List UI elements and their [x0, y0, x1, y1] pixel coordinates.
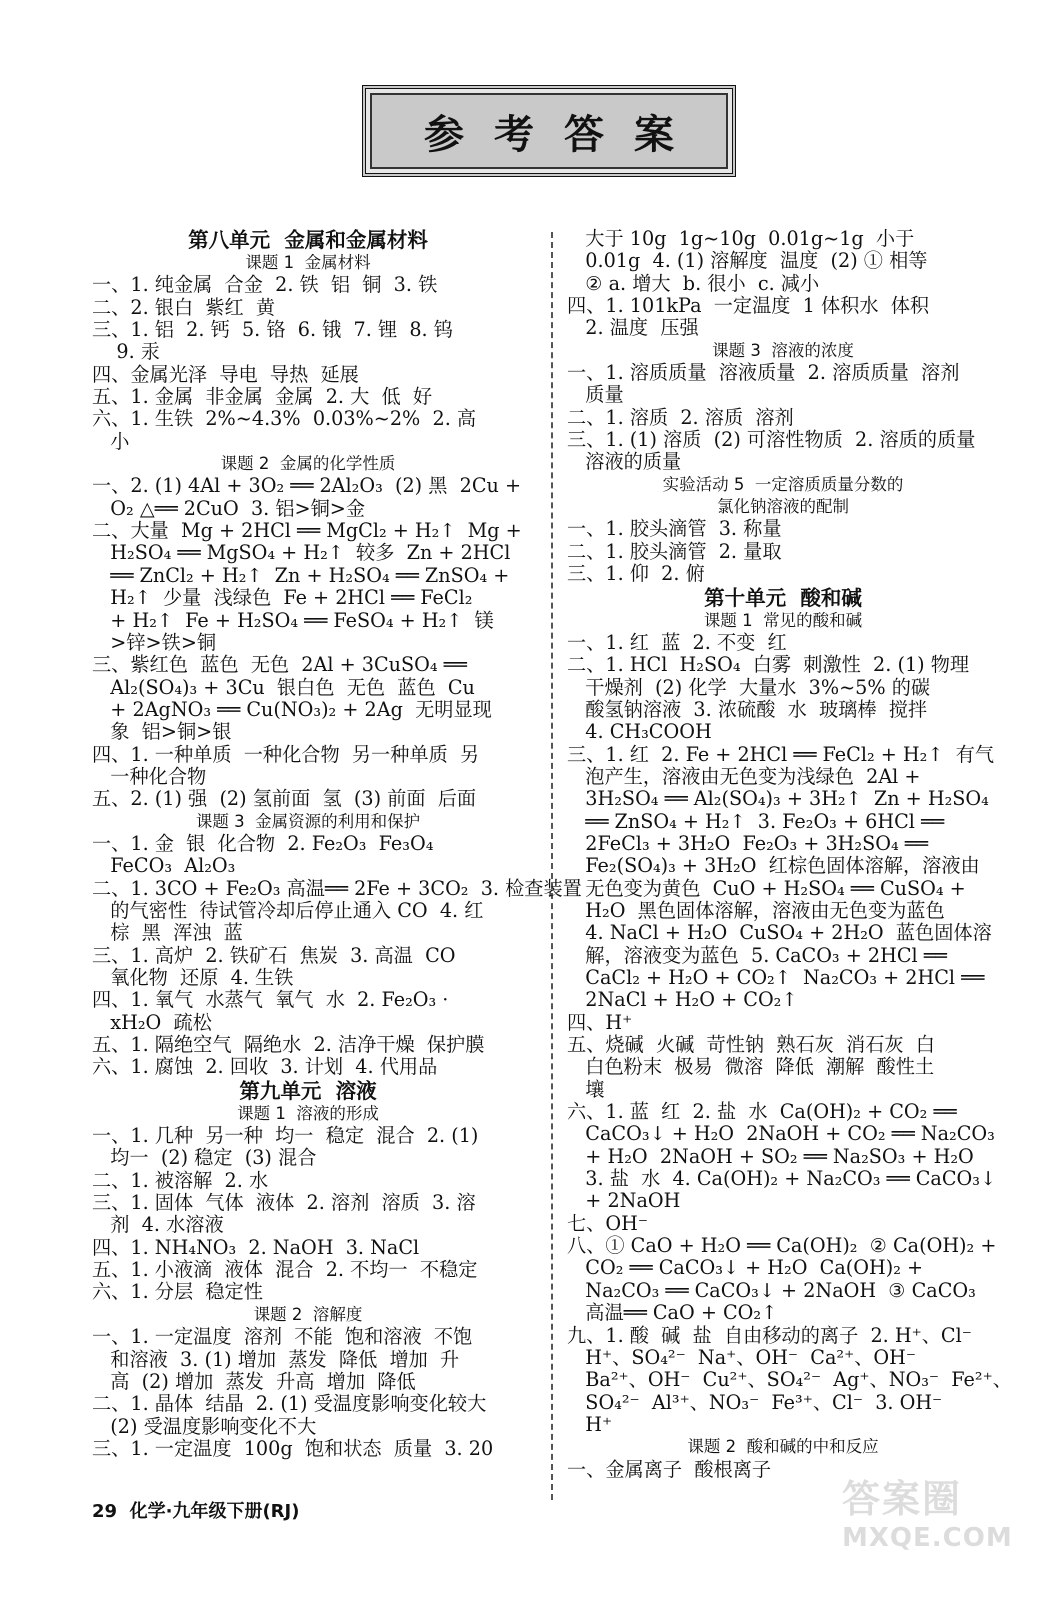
- watermark-logo: 答案圈: [842, 1477, 963, 1521]
- answer-line: 的气密性 待试管冷却后停止通入 CO 4. 红: [92, 898, 484, 922]
- answer-line: 三、1. 一定温度 100g 饱和状态 质量 3. 20: [92, 1436, 494, 1460]
- answer-line: 四、金属光泽 导电 导热 延展: [92, 362, 359, 386]
- answer-line: 白色粉末 极易 微溶 降低 潮解 酸性土: [567, 1055, 935, 1079]
- answer-line: FeCO₃ Al₂O₃: [92, 854, 236, 878]
- answer-line: CO₂ ══ CaCO₃↓ + H₂O Ca(OH)₂ +: [567, 1256, 924, 1280]
- answer-line: H⁺、SO₄²⁻ Na⁺、OH⁻ Ca²⁺、OH⁻: [567, 1345, 916, 1369]
- column-divider: [551, 232, 553, 1500]
- answer-line: 解，溶液变为蓝色 5. CaCO₃ + 2HCl ══: [567, 943, 947, 967]
- answer-line: 八、① CaO + H₂O ══ Ca(OH)₂ ② Ca(OH)₂ +: [567, 1234, 997, 1258]
- answer-line: 五、烧碱 火碱 苛性钠 熟石灰 消石灰 白: [567, 1033, 935, 1057]
- answer-line: Al₂(SO₄)₃ + 3Cu 银白色 无色 蓝色 Cu: [92, 675, 475, 699]
- answer-line: 六、1. 腐蚀 2. 回收 3. 计划 4. 代用品: [92, 1055, 438, 1079]
- topic-heading: 氯化钠溶液的配制: [717, 497, 849, 517]
- answer-line: 剂 4. 水溶液: [92, 1213, 224, 1237]
- answer-line: 小: [92, 429, 130, 453]
- answer-line: 大于 10g 1g~10g 0.01g~1g 小于: [567, 227, 915, 250]
- answer-line: 质量: [567, 383, 624, 407]
- answer-line: 二、1. 3CO + Fe₂O₃ 高温══ 2Fe + 3CO₂ 3. 检查装置: [92, 876, 582, 900]
- answer-line: H⁺: [567, 1412, 613, 1436]
- page-title-box: [362, 85, 736, 177]
- answer-line: 一、1. 几种 另一种 均一 稳定 混合 2. (1): [92, 1124, 479, 1148]
- watermark-url: MXQE.COM: [842, 1523, 1013, 1553]
- answer-line: 三、1. 仰 2. 俯: [567, 562, 705, 586]
- answer-line: + 2AgNO₃ ══ Cu(NO₃)₂ + 2Ag 无明显现: [92, 697, 492, 721]
- page-title: 参考答案: [424, 111, 704, 158]
- watermark: [842, 1468, 1022, 1588]
- answer-line: 五、1. 隔绝空气 隔绝水 2. 洁净干燥 保护膜: [92, 1033, 485, 1057]
- topic-heading: 课题 3 溶液的浓度: [712, 340, 854, 360]
- answer-line: 二、1. 晶体 结晶 2. (1) 受温度影响变化较大: [92, 1392, 487, 1416]
- answer-line: 3H₂SO₄ ══ Al₂(SO₄)₃ + 3H₂↑ Zn + H₂SO₄: [567, 787, 989, 811]
- topic-heading: 课题 2 酸和碱的中和反应: [687, 1437, 879, 1457]
- answer-line: 七、OH⁻: [567, 1211, 648, 1235]
- answer-line: 五、1. 金属 非金属 金属 2. 大 低 好: [92, 385, 433, 409]
- answer-line: 四、1. 101kPa 一定温度 1 体积水 体积: [567, 294, 930, 318]
- answer-line: 一、1. 一定温度 溶剂 不能 饱和溶液 不饱: [92, 1325, 473, 1349]
- answer-line: 2NaCl + H₂O + CO₂↑: [567, 988, 798, 1012]
- answer-line: 一、1. 红 蓝 2. 不变 红: [567, 630, 787, 654]
- answer-line: 四、1. NH₄NO₃ 2. NaOH 3. NaCl: [92, 1235, 420, 1259]
- answer-line: 酸氢钠溶液 3. 浓硫酸 水 玻璃棒 搅拌: [567, 697, 928, 721]
- topic-heading: 课题 3 金属资源的利用和保护: [195, 811, 421, 831]
- topic-heading: 课题 1 溶液的形成: [237, 1103, 379, 1123]
- answer-line: 三、1. 铝 2. 钙 5. 铬 6. 锇 7. 锂 8. 钨: [92, 318, 453, 342]
- book-title: 化学·九年级下册(RJ): [129, 1501, 300, 1522]
- answer-line: 一、1. 纯金属 合金 2. 铁 铝 铜 3. 铁: [92, 273, 438, 297]
- answer-line: 三、紫红色 蓝色 无色 2Al + 3CuSO₄ ══: [92, 653, 467, 677]
- answer-line: 五、2. (1) 强 (2) 氢前面 氢 (3) 前面 后面: [92, 787, 477, 811]
- right-column: [567, 227, 1012, 1481]
- answer-line: H₂SO₄ ══ MgSO₄ + H₂↑ 较多 Zn + 2HCl: [92, 541, 511, 565]
- answer-line: 三、1. (1) 溶质 (2) 可溶性物质 2. 溶质的质量: [567, 428, 976, 452]
- topic-heading: 课题 2 溶解度: [253, 1304, 363, 1324]
- unit-heading: 第八单元 金属和金属材料: [188, 228, 428, 252]
- answer-line: 六、1. 蓝 红 2. 盐 水 Ca(OH)₂ + CO₂ ══: [567, 1100, 957, 1124]
- answer-line: + 2NaOH: [567, 1189, 681, 1213]
- answer-line: 均一 (2) 稳定 (3) 混合: [92, 1146, 317, 1170]
- answer-line: CaCl₂ + H₂O + CO₂↑ Na₂CO₃ + 2HCl ══: [567, 966, 985, 989]
- answer-line: 四、1. 氧气 水蒸气 氧气 水 2. Fe₂O₃ ·: [92, 988, 449, 1012]
- answer-line: 一、1. 溶质质量 溶液质量 2. 溶质质量 溶剂: [567, 361, 960, 385]
- answer-line: + H₂↑ Fe + H₂SO₄ ══ FeSO₄ + H₂↑ 镁: [92, 608, 494, 632]
- answer-line: xH₂O 疏松: [92, 1010, 212, 1034]
- answer-line: 氧化物 还原 4. 生铁: [92, 966, 294, 989]
- answer-line: SO₄²⁻ Al³⁺、NO₃⁻ Fe³⁺、Cl⁻ 3. OH⁻: [567, 1390, 943, 1414]
- answer-line: 二、2. 银白 紫红 黄: [92, 295, 276, 319]
- answer-line: 2. 温度 压强: [567, 316, 699, 340]
- left-column: [92, 228, 582, 1460]
- answer-line: + H₂O 2NaOH + SO₂ ══ Na₂SO₃ + H₂O: [567, 1144, 974, 1168]
- answer-line: 高温══ CaO + CO₂↑: [567, 1301, 778, 1325]
- answer-line: 五、1. 小液滴 液体 混合 2. 不均一 不稳定: [92, 1258, 478, 1282]
- answer-line: Ba²⁺、OH⁻ Cu²⁺、SO₄²⁻ Ag⁺、NO₃⁻ Fe²⁺、: [567, 1368, 1012, 1392]
- topic-heading: 课题 1 金属材料: [245, 253, 371, 272]
- answer-line: >锌>铁>铜: [92, 630, 217, 654]
- answer-line: 泡产生，溶液由无色变为浅绿色 2Al +: [567, 764, 921, 788]
- page-number: 29: [92, 1501, 118, 1522]
- answer-line: 四、H⁺: [567, 1010, 633, 1034]
- answer-line: 二、大量 Mg + 2HCl ══ MgCl₂ + H₂↑ Mg +: [92, 519, 522, 543]
- answer-line: 溶液的质量: [567, 450, 682, 474]
- answer-line: ══ ZnCl₂ + H₂↑ Zn + H₂SO₄ ══ ZnSO₄ +: [92, 563, 510, 587]
- answer-line: ② a. 增大 b. 很小 c. 减小: [567, 271, 820, 295]
- answer-line: 无色变为黄色 CuO + H₂SO₄ ══ CuSO₄ +: [567, 876, 966, 900]
- unit-heading: 第九单元 溶液: [239, 1078, 377, 1103]
- answer-line: 一、2. (1) 4Al + 3O₂ ══ 2Al₂O₃ (2) 黑 2Cu +: [92, 474, 522, 498]
- answer-line: 六、1. 生铁 2%~4.3% 0.03%~2% 2. 高: [92, 407, 477, 431]
- answer-line: 2FeCl₃ + 3H₂O Fe₂O₃ + 3H₂SO₄ ══: [567, 831, 928, 855]
- answer-line: 六、1. 分层 稳定性: [92, 1280, 263, 1304]
- unit-heading: 第十单元 酸和碱: [704, 585, 862, 610]
- answer-line: CaCO₃↓ + H₂O 2NaOH + CO₂ ══ Na₂CO₃: [567, 1122, 995, 1146]
- topic-heading: 课题 1 常见的酸和碱: [703, 610, 863, 630]
- answer-line: 象 铝>铜>银: [92, 720, 232, 744]
- answer-line: 4. CH₃COOH: [567, 720, 712, 744]
- answer-line: 一、1. 胶头滴管 3. 称量: [567, 517, 782, 541]
- answer-line: 三、1. 固体 气体 液体 2. 溶剂 溶质 3. 溶: [92, 1191, 476, 1215]
- answer-line: ══ ZnSO₄ + H₂↑ 3. Fe₂O₃ + 6HCl ══: [567, 809, 945, 833]
- answer-line: 二、1. 被溶解 2. 水: [92, 1168, 269, 1192]
- answer-line: 高 (2) 增加 蒸发 升高 增加 降低: [92, 1369, 416, 1393]
- answer-line: 三、1. 红 2. Fe + 2HCl ══ FeCl₂ + H₂↑ 有气: [567, 742, 995, 766]
- answer-line: H₂↑ 少量 浅绿色 Fe + 2HCl ══ FeCl₂: [92, 586, 473, 610]
- answer-line: 九、1. 酸 碱 盐 自由移动的离子 2. H⁺、Cl⁻: [567, 1323, 972, 1347]
- answer-line: 三、1. 高炉 2. 铁矿石 焦炭 3. 高温 CO: [92, 943, 456, 967]
- answer-line: 干燥剂 (2) 化学 大量水 3%~5% 的碳: [567, 675, 931, 699]
- answer-line: 棕 黑 浑浊 蓝: [92, 921, 243, 945]
- topic-heading: 实验活动 5 一定溶质质量分数的: [662, 474, 904, 494]
- answer-line: 3. 盐 水 4. Ca(OH)₂ + Na₂CO₃ ══ CaCO₃↓: [567, 1167, 997, 1191]
- answer-line: Fe₂(SO₄)₃ + 3H₂O 红棕色固体溶解，溶液由: [567, 854, 980, 878]
- answer-line: 二、1. 溶质 2. 溶质 溶剂: [567, 405, 794, 429]
- page-footer: [92, 1497, 299, 1523]
- answer-line: Na₂CO₃ ══ CaCO₃↓ + 2NaOH ③ CaCO₃: [567, 1278, 976, 1302]
- answer-line: 0.01g 4. (1) 溶解度 温度 (2) ① 相等: [567, 249, 928, 273]
- answer-line: 壤: [567, 1077, 605, 1101]
- topic-heading: 课题 2 金属的化学性质: [220, 454, 396, 474]
- answer-line: 一种化合物: [92, 764, 207, 788]
- answer-line: 二、1. 胶头滴管 2. 量取: [567, 539, 782, 563]
- answer-line: O₂ △══ 2CuO 3. 铝>铜>金: [92, 496, 366, 520]
- answer-line: H₂O 黑色固体溶解，溶液由无色变为蓝色: [567, 898, 945, 922]
- answer-line: 4. NaCl + H₂O CuSO₄ + 2H₂O 蓝色固体溶: [567, 921, 992, 945]
- answer-line: 一、金属离子 酸根离子: [567, 1457, 772, 1481]
- answer-line: 一、1. 金 银 化合物 2. Fe₂O₃ Fe₃O₄: [92, 831, 434, 855]
- answer-line: 和溶液 3. (1) 增加 蒸发 降低 增加 升: [92, 1347, 460, 1371]
- answer-line: 二、1. HCl H₂SO₄ 白雾 刺激性 2. (1) 物理: [567, 653, 970, 677]
- answer-line: (2) 受温度影响变化不大: [92, 1414, 317, 1438]
- answer-line: 9. 汞: [92, 340, 160, 364]
- answer-line: 四、1. 一种单质 一种化合物 另一种单质 另: [92, 742, 480, 766]
